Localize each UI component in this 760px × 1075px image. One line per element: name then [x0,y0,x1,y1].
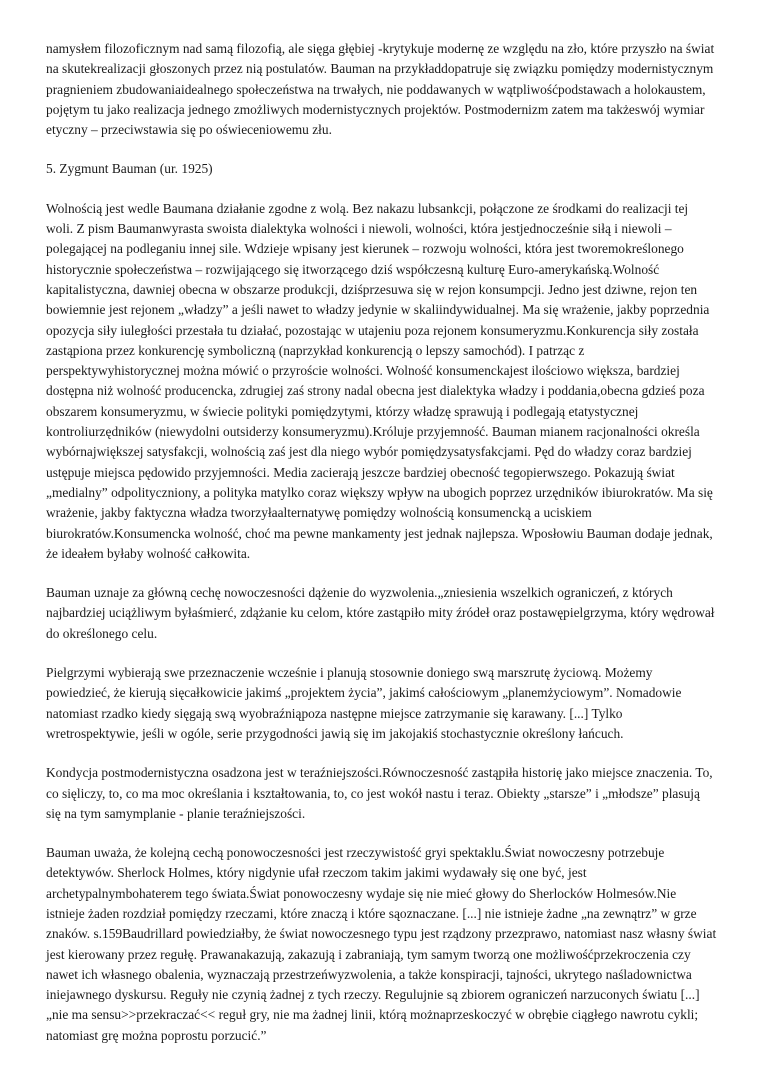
document-page [46,39,718,1065]
section-heading: 5. Zygmunt Bauman (ur. 1925) [46,161,213,177]
paragraph-pilgrims: Pielgrzymi wybierają swe przeznaczenie wcześnie i planują stosownie doniego swą marszrutę życiową. Możemy powiedzieć, że kierują sięcałkowicie jakimś „projektem życia”, jakimś całościowym „planemżyciowym”. Nomadowie natomiast rzadko kiedy sięgają swą wyobraźniąpoza następne miejsce zatrzymanie się karawany. [...] Tylko wretrospektywie, jeśli w ogóle, serie przygodności jawią się im jakojakiś stochastycznie określony łańcuch. [46,665,682,741]
paragraph-freedom: Wolnością jest wedle Baumana działanie zgodne z wolą. Bez nakazu lubsankcji, połączone ze środkami do realizacji tej woli. Z pism Baumanwyrasta swoista dialektyka wolności i niewoli, wolności, która jestjednocześnie siłą i niewoli – polegającej na podleganiu innej sile. Wdzieje wpisany jest kierunek – rozwoju wolności, która jest tworemokreślonego historycznie społeczeństwa – rozwijającego się itworzącego dziś współczesną kulturę Euro-amerykańską.Wolność kapitalistyczna, dawniej obecna w obszarze produkcji, dziśprzesuwa się w rejon konsumpcji. Jedno jest dziwne, rejon ten bowiemnie jest rejonem „władzy” a jeśli nawet to władzy jedynie w skaliindywidualnej. Ma się wrażenie, jakby poprzednia opozycja siły iuległości przestała tu działać, pozostając w utajeniu poza rejonem konsumeryzmu.Konkurencja siły została zastąpiona przez konkurencję symboliczną (naprzykład konkurencją o lepszy samochód). I patrząc z perspektywyhistorycznej można mówić o przyroście wolności. Wolność konsumenckajest ilościowo większa, bardziej dostępna niż wolność producencka, zdrugiej zaś strony nadal obecna jest dialektyka władzy i poddania,obecna gdzieś poza obszarem konsumeryzmu, w świecie polityki pomiędzytymi, którzy władzę sprawują i podlegają etatystycznej kontroliurzędników (niewydolni outsiderzy konsumeryzmu).Króluje przyjemność. Bauman mianem racjonalności określa wybórnajwiększej satysfakcji, wolnością zaś jest dla niego wybór pomiędzysatysfakcjami. Pęd do władzy coraz bardziej ustępuje miejsca pędowido przyjemności. Media zacierają jeszcze bardziej obecność tegopierwszego. Pokazują świat „medialny” odpolityczniony, a polityka matylko coraz większy wpływ na ubogich poprzez urzędników ibiurokratów. Ma się wrażenie, jakby faktyczna władza tworzyłaalternatywę pomiędzy wolnością konsumencką a uciskiem biurokratów.Konsumencka wolność, choć ma pewne mankamenty jest jednak najlepsza. Wposłowiu Bauman dodaje jednak, że ideałem byłaby wolność całkowita. [46,200,713,561]
paragraph-intro: namysłem filozoficznym nad samą filozofią, ale sięga głębiej -krytykuje modernę ze względu na zło, które przyszło na świat na skutekrealizacji głoszonych przez nią postulatów. Bauman na przykładdopatruje się związku pomiędzy modernistycznym pragnieniem zbudowaniaidealnego społeczeństwa na trwałych, nie poddawanych w wątpliwośćpodstawach a holokaustem, pojętym tu jako realizacja jednego zmożliwych modernistycznych projektów. Postmodernizm zatem ma takżeswój wymiar etyczny – przeciwstawia się po oświeceniowemu złu. [46,41,715,138]
paragraph-liberation: Bauman uznaje za główną cechę nowoczesności dążenie do wyzwolenia.„zniesienia wszelkich ograniczeń, z których najbardziej uciążliwym byłaśmierć, zdążanie ku celom, które zastąpiło mity źródeł oraz postawępielgrzyma, który wędrował do określonego celu. [46,585,715,641]
paragraph-game-spectacle: Bauman uważa, że kolejną cechą ponowoczesności jest rzeczywistość gryi spektaklu.Świat nowoczesny potrzebuje detektywów. Sherlock Holmes, który nigdynie ufał rzeczom takim jakimi wydawały się one być, jest archetypalnymbohaterem tego świata.Świat ponowoczesny wydaje się nie mieć głowy do Sherlocków Holmesów.Nie istnieje żaden rozdział pomiędzy rzeczami, które znaczą i które sąoznaczane. [...] nie istnieje żadne „na zewnątrz” w grze znaków. s.159Baudrillard powiedziałby, że świat nowoczesnego typu jest rządzony przezprawo, natomiast nasz własny świat jest kierowany przez regułę. Prawanakazują, zakazują i zabraniają, tym samym tworzą one możliwośćprzekroczenia czy nawet ich własnego obalenia, wyznaczają przestrzeńwyzwolenia, a także konspiracji, tajności, ukrytego naśladownictwa iniejawnego dyskursu. Reguły nie czynią żadnej z tych rzeczy. Regulujnie są zbiorem ograniczeń narzuconych światu [...] „nie ma sensu>>przekraczać<< reguł gry, nie ma żadnej linii, którą możnaprzeskoczyć w obrębie ciągłego nawrotu cykli; natomiast grę można poprostu porzucić.” [46,845,717,1043]
paragraph-postmodern-condition: Kondycja postmodernistyczna osadzona jest w teraźniejszości.Równoczesność zastąpiła historię jako miejsce znaczenia. To, co sięliczy, to, co ma moc określania i kształtowania, to, co jest wokół nastu i teraz. Obiekty „starsze” i „młodsze” plasują się na tym samymplanie - planie teraźniejszości. [46,765,713,821]
